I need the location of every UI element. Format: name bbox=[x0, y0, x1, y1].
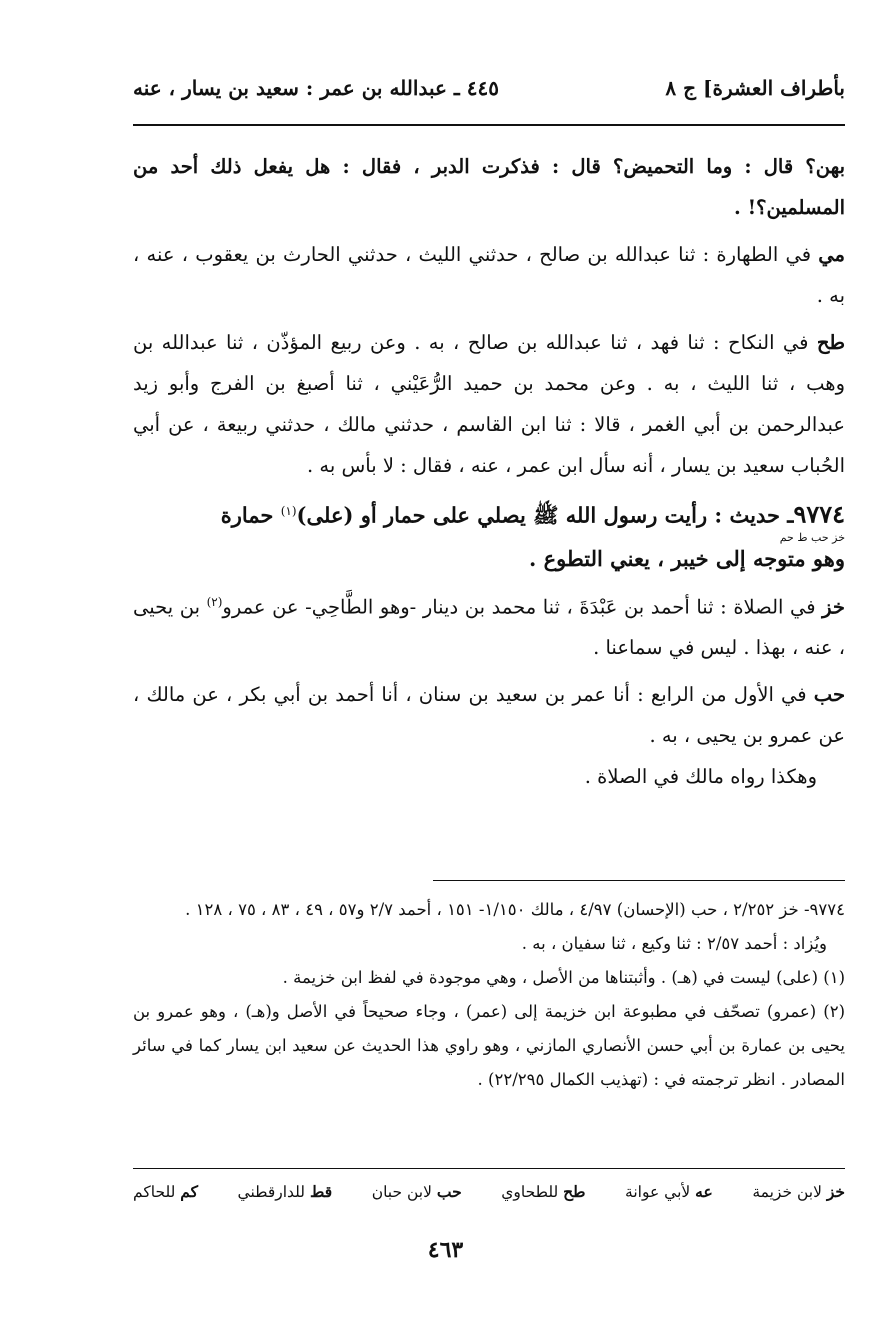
paragraph-text: في الصلاة : ثنا أحمد بن عَبْدَةَ ، ثنا محمد بن دينار -وهو الطَّاحِي- عن عمرو bbox=[222, 595, 823, 618]
abbr-name: للحاكم bbox=[133, 1183, 176, 1201]
abbr-item bbox=[625, 1182, 713, 1201]
abbr-name: لأبي عوانة bbox=[625, 1183, 691, 1201]
footnote-ref: (١) bbox=[280, 504, 297, 518]
paragraph-continuation bbox=[133, 146, 845, 228]
abbr-item bbox=[238, 1182, 333, 1201]
abbreviations-divider bbox=[133, 1168, 845, 1169]
hadith-title-end: حمارة bbox=[220, 502, 281, 528]
footnote-additional: ويُزاد : أحمد ٢/٥٧ : ثنا وكيع ، ثنا سفيان ، به . bbox=[521, 934, 827, 953]
abbr-name: لابن حبان bbox=[371, 1183, 432, 1201]
paragraph-text: في الأول من الرابع : أنا عمر بن سعيد بن سنان ، أنا أحمد بن أبي بكر ، عن مالك ، عن عمرو بن يحيى ، به . bbox=[133, 683, 845, 747]
hadith-number: ٩٧٧٤ bbox=[793, 499, 845, 529]
abbr-code: خز bbox=[826, 1182, 845, 1201]
abbr-item bbox=[501, 1182, 585, 1201]
header-chapter-title: ٤٤٥ ـ عبدالله بن عمر : سعيد بن يسار ، عنه bbox=[133, 76, 499, 100]
footnotes bbox=[133, 893, 845, 1097]
abbreviations-legend bbox=[133, 1182, 845, 1201]
paragraph-tah bbox=[133, 322, 845, 486]
paragraph-malik bbox=[133, 756, 845, 797]
abbr-item bbox=[372, 1182, 462, 1201]
abbr-code: طح bbox=[563, 1182, 586, 1201]
paragraph-text: في الطهارة : ثنا عبدالله بن صالح ، حدثني الليث ، حدثني الحارث بن يعقوب ، عنه ، به . bbox=[133, 243, 845, 307]
abbr-code: قط bbox=[309, 1182, 333, 1201]
source-code: طح bbox=[816, 331, 845, 354]
source-code: خز bbox=[822, 595, 845, 618]
abbr-name: للدارقطني bbox=[237, 1183, 306, 1201]
footnote-ref: (٢) bbox=[206, 594, 223, 609]
footnote-1: (١) (على) ليست في (هـ) . وأثبتناها من الأصل ، وهي موجودة في لفظ ابن خزيمة . bbox=[282, 968, 845, 987]
abbr-code: عه bbox=[695, 1182, 713, 1201]
paragraph-text: بن يحيى ، عنه ، بهذا . ليس في سماعنا . bbox=[133, 595, 845, 659]
hadith-heading bbox=[133, 496, 845, 574]
paragraph-hb bbox=[133, 674, 845, 756]
footnote-divider bbox=[433, 880, 845, 881]
abbr-name: لابن خزيمة bbox=[752, 1183, 822, 1201]
paragraph-text: وهكذا رواه مالك في الصلاة . bbox=[584, 765, 817, 788]
hadith-continuation: وهو متوجه إلى خيبر ، يعني التطوع . bbox=[529, 545, 845, 571]
header-divider bbox=[133, 124, 845, 126]
paragraph-text: بهن؟ قال : وما التحميض؟ قال : فذكرت الدبر ، فقال : هل يفعل ذلك أحد من المسلمين؟! . bbox=[133, 155, 845, 219]
paragraph-text: في النكاح : ثنا فهد ، ثنا عبدالله بن صالح ، به . وعن ربيع المؤذّن ، ثنا عبدالله بن وهب ، ثنا الليث ، به . وعن محمد بن حميد الرُّعَيْني ، ثنا أصبغ بن الفرج وأبو زيد عبدالرحمن بن أبي الغمر ، قالا : ثنا ابن القاسم ، حدثني مالك ، حدثني ربيعة ، عن أبي الحُباب سعيد بن يسار ، أنه سأل ابن عمر ، عنه ، فقال : لا بأس به . bbox=[133, 331, 845, 477]
source-code: مي bbox=[818, 243, 845, 266]
paragraph-khz bbox=[133, 582, 845, 669]
abbr-code: حب bbox=[436, 1182, 462, 1201]
source-code: حب bbox=[813, 683, 845, 706]
abbr-item bbox=[752, 1182, 845, 1201]
abbr-name: للطحاوي bbox=[501, 1183, 559, 1201]
running-header bbox=[133, 76, 845, 112]
hadith-title: ـ حديث : رأيت رسول الله ﷺ يصلي على حمار أو (على) bbox=[296, 502, 794, 528]
paragraph-mi bbox=[133, 234, 845, 316]
abbr-code: كم bbox=[180, 1182, 198, 1201]
footnote-references: ٩٧٧٤- خز ٢/٢٥٢ ، حب (الإحسان) ٤/٩٧ ، مالك ١/١٥٠- ١٥١ ، أحمد ٢/٧ و٥٧ ، ٤٩ ، ٨٣ ، ٧٥ ، ١٢٨ . bbox=[185, 900, 845, 919]
page-number: ٤٦٣ bbox=[427, 1237, 464, 1263]
abbr-item bbox=[133, 1182, 198, 1201]
main-text bbox=[133, 146, 845, 797]
hadith-sources: خز حب ط حم bbox=[779, 530, 845, 544]
header-volume: بأطراف العشرة] ج ٨ bbox=[665, 76, 845, 100]
footnote-2: (٢) (عمرو) تصحّف في مطبوعة ابن خزيمة إلى (عمر) ، وجاء صحيحاً في الأصل و(هـ) ، وهو عمرو بن يحيى بن عمارة بن أبي حسن الأنصاري المازني ، وهو راوي هذا الحديث عن سعيد ابن يسار كما في سائر المصادر . انظر ترجمته في : (تهذيب الكمال ٢٢/٢٩٥) . bbox=[133, 1002, 845, 1089]
